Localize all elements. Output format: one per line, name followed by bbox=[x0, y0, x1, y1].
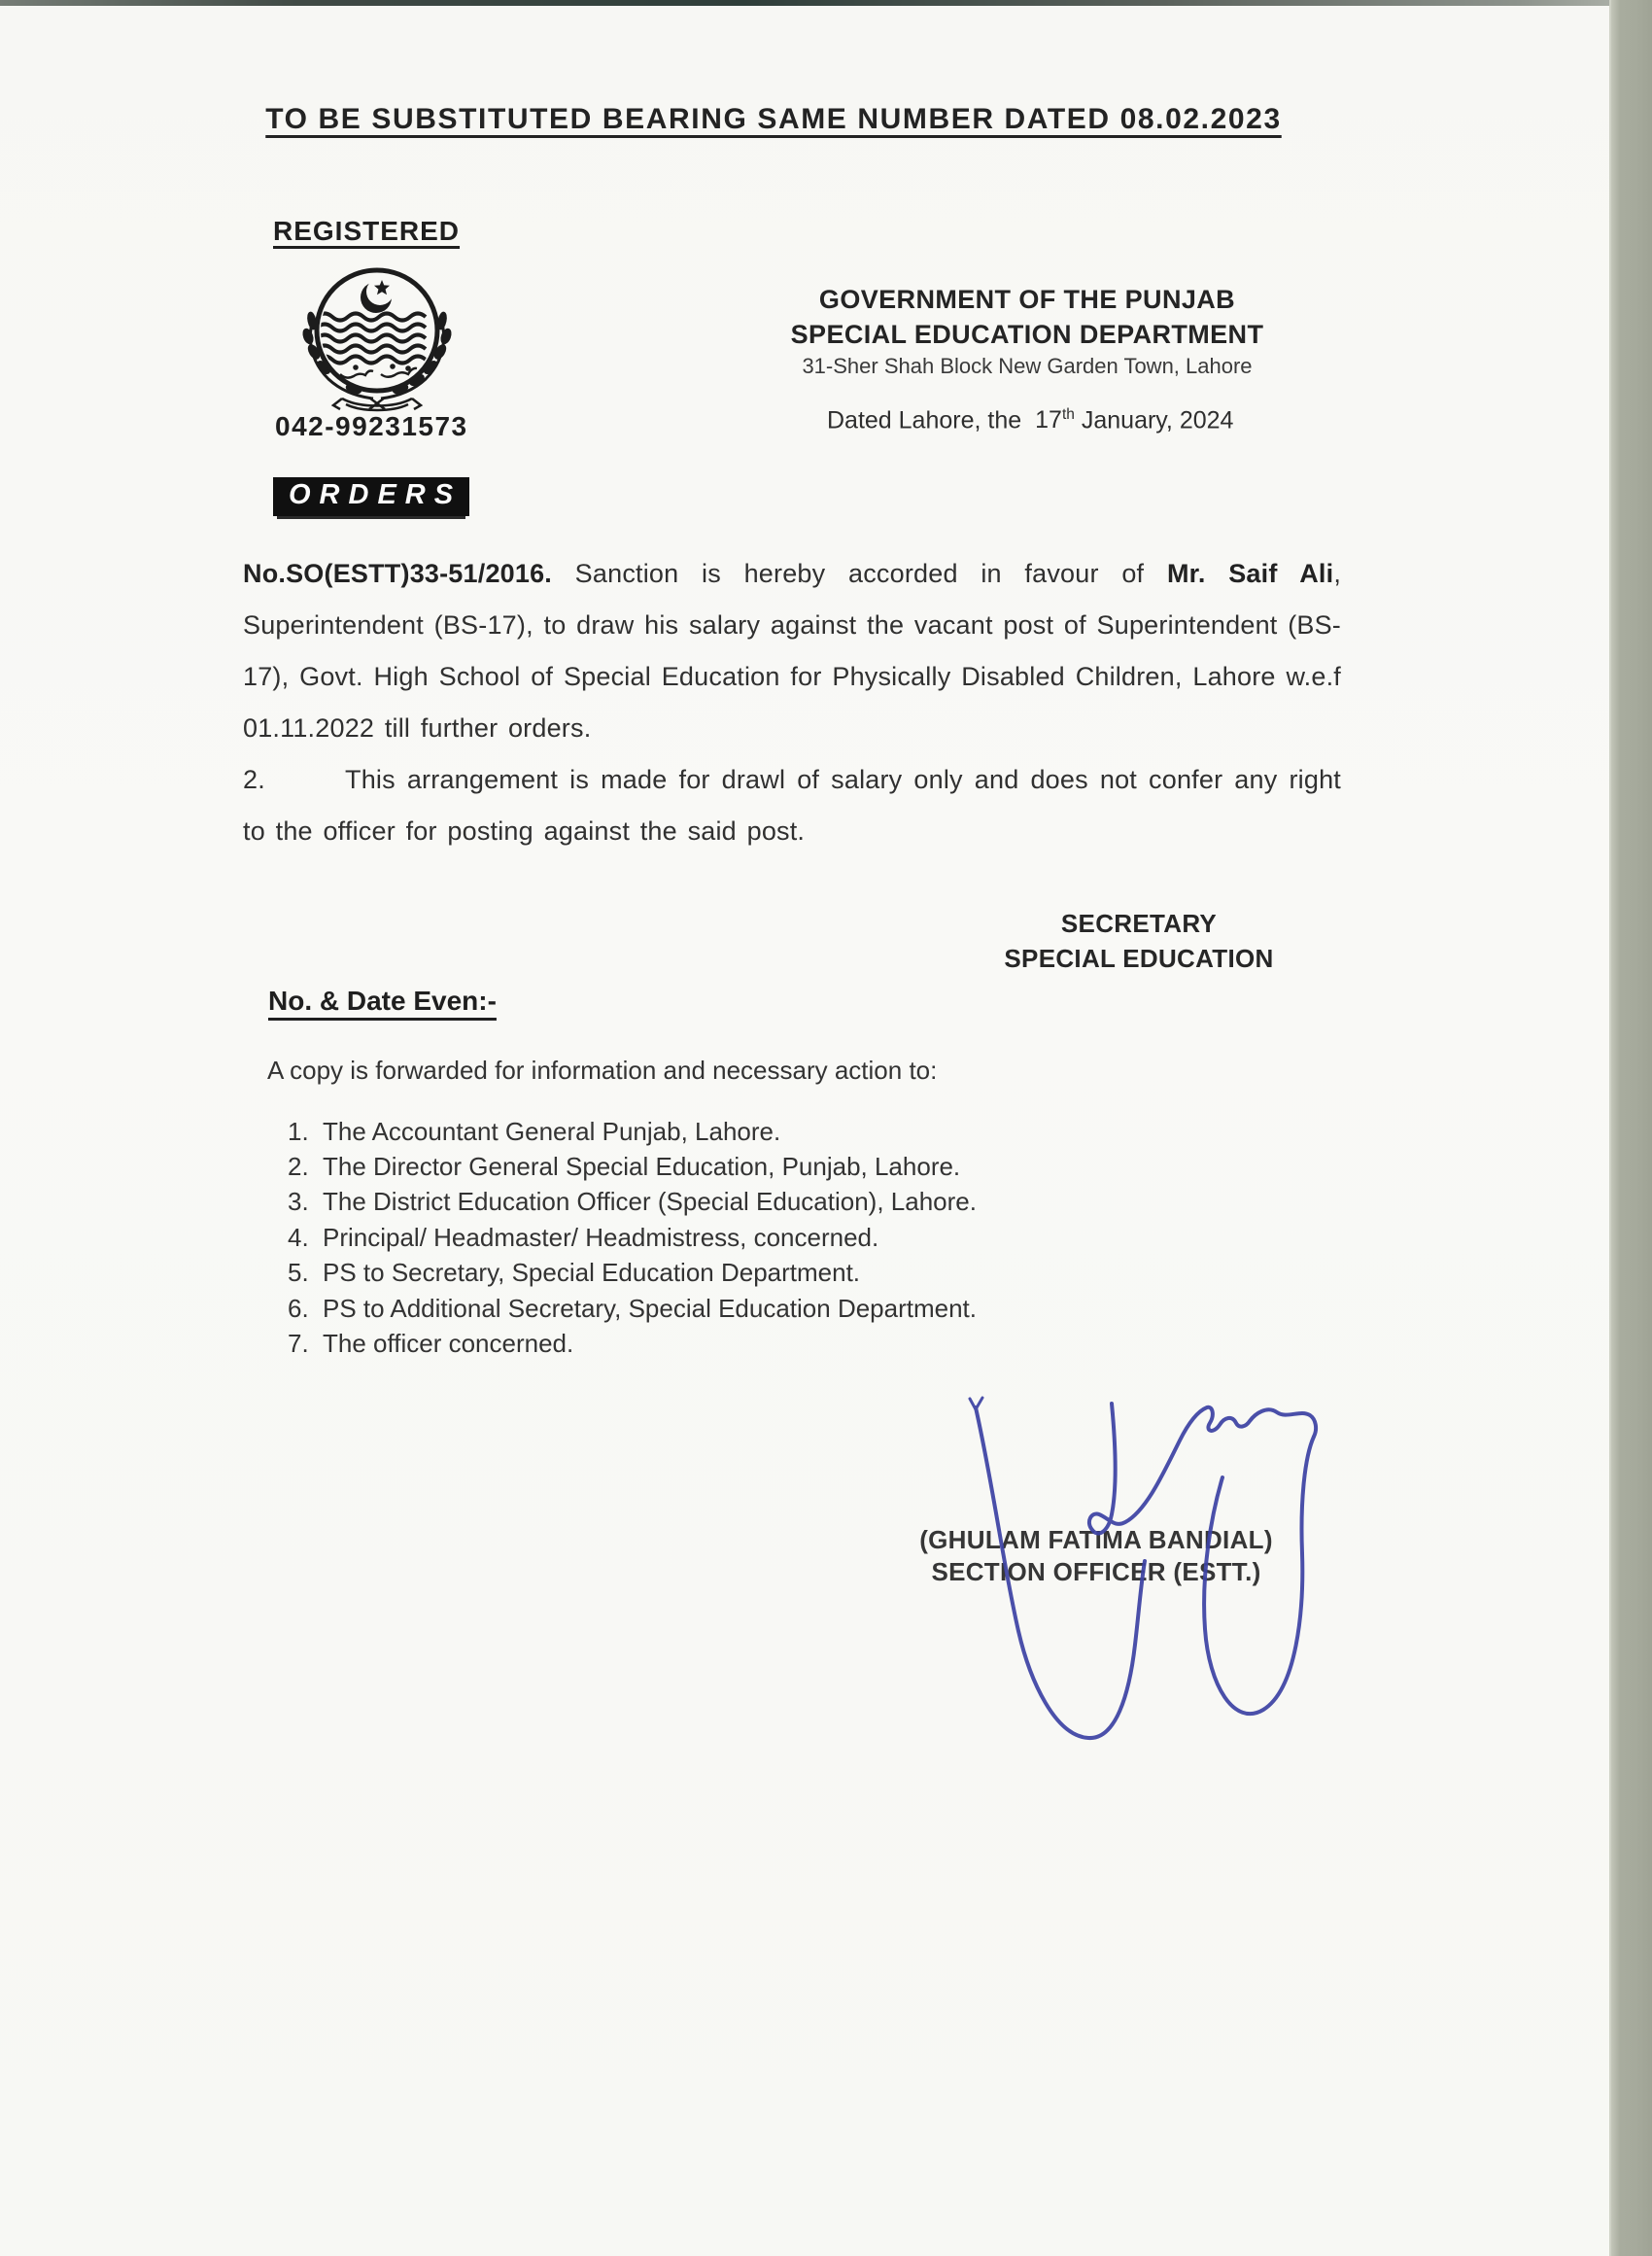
registered-label: REGISTERED bbox=[273, 216, 461, 246]
list-item bbox=[288, 1220, 977, 1255]
order-body bbox=[243, 548, 1341, 857]
signatory-designation-block bbox=[1004, 906, 1273, 976]
scan-top-edge bbox=[0, 0, 1652, 6]
date-day: 17 bbox=[1035, 406, 1062, 434]
list-item bbox=[288, 1114, 977, 1149]
paragraph-2-text: This arrangement is made for drawl of salary only and does not confer any right to the officer for posting against the said post. bbox=[243, 765, 1341, 846]
list-item bbox=[288, 1326, 977, 1361]
letterhead-government-line: GOVERNMENT OF THE PUNJAB bbox=[818, 285, 1236, 314]
paragraph-1-text-b: , Superintendent (BS-17), to draw his salary against the vacant post of Superintendent (BS-17), Govt. High School of Special Education for Physically Disabled Children, Lahore w.e.f 01.11.2022 till further orders. bbox=[243, 559, 1342, 743]
list-item-number: 4. bbox=[288, 1222, 309, 1252]
date-ordinal-suffix: th bbox=[1061, 406, 1075, 423]
letterhead-department-line: SPECIAL EDUCATION DEPARTMENT bbox=[790, 320, 1264, 349]
copy-forwarded-line: A copy is forwarded for information and necessary action to: bbox=[267, 1056, 938, 1085]
signatory-name: (GHULAM FATIMA BANDIAL) bbox=[919, 1525, 1273, 1554]
distribution-list bbox=[288, 1114, 977, 1362]
list-item-text: The Accountant General Punjab, Lahore. bbox=[323, 1116, 781, 1146]
signatory-title: SECRETARY bbox=[1060, 909, 1218, 938]
signatory-department: SPECIAL EDUCATION bbox=[1004, 944, 1274, 973]
paragraph-2-number: 2. bbox=[243, 765, 265, 794]
scan-right-edge bbox=[1609, 0, 1652, 2256]
list-item bbox=[288, 1185, 977, 1220]
date-prefix: Dated Lahore, the bbox=[827, 406, 1022, 434]
reference-number: No.SO(ESTT)33-51/2016. bbox=[243, 559, 553, 588]
date-month-year: January, 2024 bbox=[1074, 406, 1234, 434]
list-item-number: 6. bbox=[288, 1293, 309, 1323]
list-item-number: 3. bbox=[288, 1187, 309, 1217]
signatory-post: SECTION OFFICER (ESTT.) bbox=[931, 1557, 1261, 1586]
order-paragraph-1 bbox=[243, 548, 1341, 754]
orders-heading: ORDERS bbox=[273, 477, 469, 516]
list-item bbox=[288, 1291, 977, 1326]
list-item-number: 2. bbox=[288, 1152, 309, 1182]
substitution-notice: TO BE SUBSTITUTED BEARING SAME NUMBER DATED 08.02.2023 bbox=[265, 103, 1282, 135]
punjab-government-crest-logo bbox=[284, 259, 474, 414]
paragraph-1-text-a: Sanction is hereby accorded in favour of bbox=[552, 559, 1167, 588]
list-item bbox=[288, 1256, 977, 1291]
list-item-text: PS to Secretary, Special Education Department. bbox=[323, 1258, 861, 1288]
handwritten-signature bbox=[921, 1367, 1349, 1765]
list-item-number: 7. bbox=[288, 1329, 309, 1359]
list-item-text: Principal/ Headmaster/ Headmistress, concerned. bbox=[323, 1222, 879, 1252]
list-item bbox=[288, 1149, 977, 1184]
letterhead-address-line: 31-Sher Shah Block New Garden Town, Lahore bbox=[802, 354, 1253, 378]
list-item-text: The Director General Special Education, Punjab, Lahore. bbox=[323, 1152, 961, 1182]
list-item-number: 5. bbox=[288, 1258, 309, 1288]
list-item-text: PS to Additional Secretary, Special Education Department. bbox=[323, 1293, 978, 1323]
crest-ribbon bbox=[333, 398, 421, 410]
order-paragraph-2 bbox=[243, 754, 1341, 857]
phone-number: 042-99231573 bbox=[275, 411, 468, 441]
officer-name: Mr. Saif Ali bbox=[1166, 559, 1334, 588]
number-date-even-heading: No. & Date Even:- bbox=[268, 986, 497, 1016]
list-item-number: 1. bbox=[288, 1116, 309, 1146]
list-item-text: The officer concerned. bbox=[323, 1329, 574, 1359]
date-line bbox=[827, 406, 1233, 434]
list-item-text: The District Education Officer (Special Education), Lahore. bbox=[323, 1187, 977, 1217]
letterhead bbox=[791, 282, 1264, 381]
